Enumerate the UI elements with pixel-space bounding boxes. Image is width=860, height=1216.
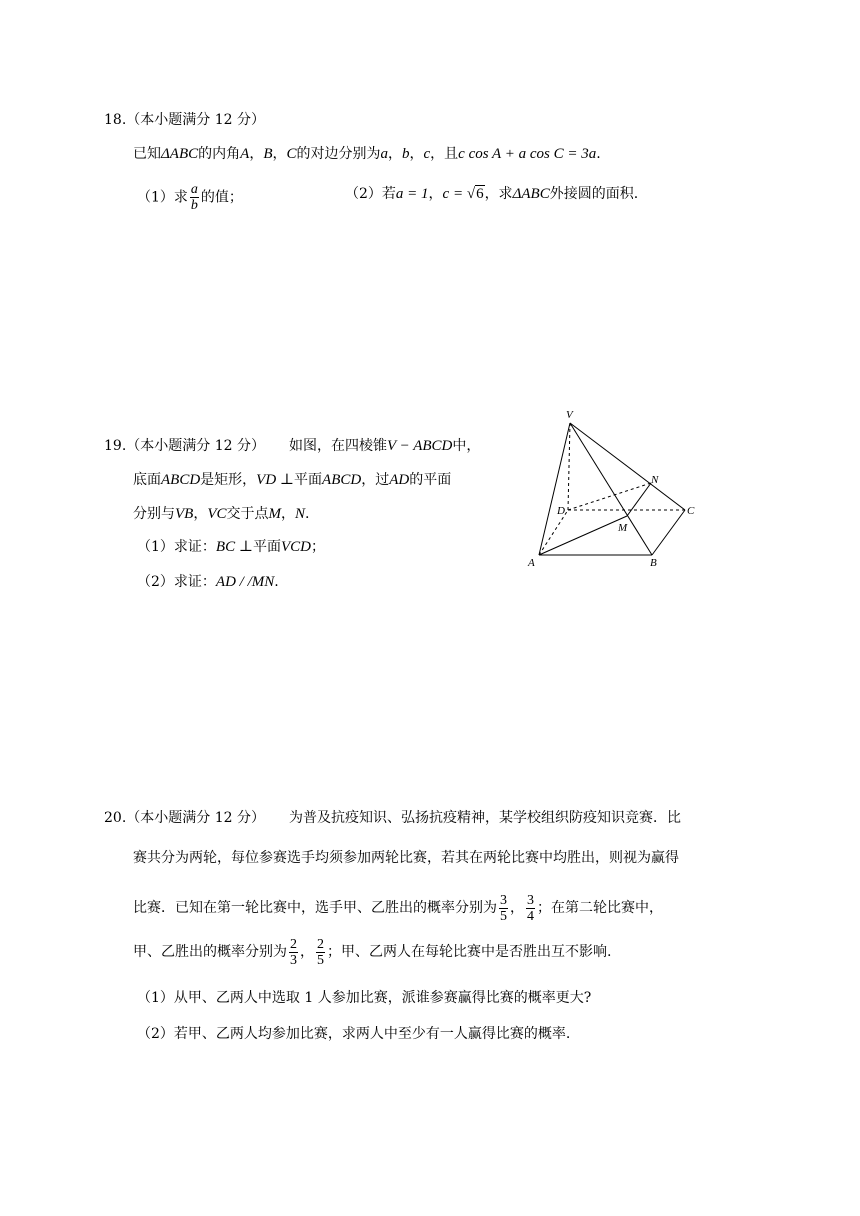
q20-fraction-2-5: $\frac{2}{5}$ xyxy=(317,936,324,968)
q18-stem-text: 的内角 xyxy=(198,146,241,162)
q20-line-3 xyxy=(133,890,663,926)
q18-part-2 xyxy=(345,184,638,204)
q20-text: 比赛．已知在第一轮比赛中，选手甲、乙胜出的概率分别为 xyxy=(133,900,497,916)
q19-text: 平面 xyxy=(252,539,281,555)
label-v: V xyxy=(566,409,573,421)
q18-stem-text: 已知 xyxy=(133,146,161,162)
q20-part-1: （1）从甲、乙两人中选取 1 人参加比赛，派谁参赛赢得比赛的概率更大? xyxy=(137,990,592,1006)
q20-line-2: 赛共分为两轮，每位参赛选手均须参加两轮比赛，若其在两轮比赛中均胜出，则视为赢得 xyxy=(133,850,679,866)
q18-heading xyxy=(104,110,265,130)
q19-text: ，过 xyxy=(361,472,390,488)
q19-intro: 如图，在四棱锥 xyxy=(288,438,387,454)
edge-bc xyxy=(652,510,685,555)
q18-part-2-mid: ，求 xyxy=(484,186,513,202)
edge-vc xyxy=(570,423,685,510)
label-c: C xyxy=(687,505,695,517)
q20-heading xyxy=(104,808,681,828)
q20-line-1: 为普及抗疫知识、弘扬抗疫精神，某学校组织防疫知识竞赛．比 xyxy=(288,810,681,826)
q20-comma: ， xyxy=(300,944,314,960)
q20-fraction-3-5: $\frac{3}{5}$ xyxy=(500,892,507,924)
label-n: N xyxy=(651,474,659,486)
q18-angle-b: B xyxy=(263,146,273,162)
edge-vb xyxy=(570,423,652,555)
q18-stem-text: ，且 xyxy=(430,146,459,162)
q18-sqrt: √6 xyxy=(466,186,484,202)
q19-text: 平面 xyxy=(294,472,323,488)
q18-comma: ， xyxy=(272,146,287,162)
q18-comma: ， xyxy=(388,146,402,162)
q18-part-1-label: （1）求 xyxy=(137,189,188,206)
q19-part-1-label: （1）求证： xyxy=(137,539,216,555)
q18-stem-text: 的对边分别为 xyxy=(296,146,381,162)
q18-part-1-tail: 的值； xyxy=(200,189,243,206)
label-a: A xyxy=(528,557,535,569)
q18-stem xyxy=(133,144,601,164)
edge-va xyxy=(539,423,570,555)
q19-text: 交于点 xyxy=(226,506,269,522)
q18-comma: ， xyxy=(249,146,264,162)
q19-point-n: N xyxy=(295,506,306,522)
q19-text: 底面 xyxy=(133,472,161,488)
q20-line-4 xyxy=(133,934,611,970)
q19-heading xyxy=(104,436,480,456)
q18-score-header: （本小题满分 12 分） xyxy=(126,112,265,128)
q20-number: 20. xyxy=(104,810,127,826)
q18-number: 18. xyxy=(104,112,127,128)
q19-line-2 xyxy=(133,470,451,490)
q18-equation: c cos A + a cos C = 3a xyxy=(458,146,597,162)
label-d: D xyxy=(557,505,565,517)
q18-side-a: a xyxy=(380,146,388,162)
q19-part-1 xyxy=(137,537,325,557)
q20-text: 甲、乙胜出的概率分别为 xyxy=(133,944,287,960)
q19-part-2-label: （2）求证： xyxy=(137,574,216,590)
q18-fraction-a-over-b: $\frac{a}{b}$ xyxy=(190,182,198,213)
q18-condition-a: a = 1 xyxy=(395,186,429,202)
q19-point-m: M xyxy=(268,506,281,522)
q19-number: 19. xyxy=(104,438,127,454)
q19-plane: ABCD xyxy=(322,472,362,488)
pyramid-figure xyxy=(520,405,710,575)
q19-text: 是矩形， xyxy=(200,472,257,488)
q20-score-header: （本小题满分 12 分） xyxy=(126,810,265,826)
q18-side-b: b xyxy=(402,146,410,162)
q19-vb: VB xyxy=(175,506,194,522)
q18-comma: ， xyxy=(428,186,443,202)
q18-angle-c: C xyxy=(286,146,297,162)
q19-text: ， xyxy=(193,506,208,522)
segment-am xyxy=(539,516,627,555)
q19-ad: AD xyxy=(389,472,410,488)
q18-side-c: c xyxy=(423,146,431,162)
q20-text: ；甲、乙两人在每轮比赛中是否胜出互不影响. xyxy=(327,944,612,960)
q20-fraction-2-3: $\frac{2}{3}$ xyxy=(290,936,297,968)
q19-intro-tail: 中， xyxy=(452,438,481,454)
q19-vc: VC xyxy=(207,506,227,522)
q20-part-2: （2）若甲、乙两人均参加比赛，求两人中至少有一人赢得比赛的概率. xyxy=(137,1026,571,1042)
q18-part-2-tail: 外接圆的面积. xyxy=(549,186,639,202)
q19-line-3 xyxy=(133,504,309,524)
q20-fraction-3-4: $\frac{3}{4}$ xyxy=(527,892,534,924)
segment-mn xyxy=(627,483,651,516)
q18-angle-a: A xyxy=(240,146,250,162)
q20-comma: ， xyxy=(510,900,524,916)
q19-text: . xyxy=(305,506,310,522)
label-b: B xyxy=(650,557,657,569)
edge-vd xyxy=(568,423,570,510)
q19-text: 的平面 xyxy=(409,472,452,488)
q18-part-1 xyxy=(137,182,243,213)
q18-triangle: ΔABC xyxy=(161,146,199,162)
q19-part-1-statement: BC ⊥ xyxy=(215,539,253,555)
q19-text: . xyxy=(274,574,279,590)
q19-text: ， xyxy=(281,506,295,522)
q19-pyramid: V − ABCD xyxy=(386,438,453,454)
q19-part-2-statement: AD / /MN xyxy=(215,574,275,590)
q18-triangle: ΔABC xyxy=(512,186,550,202)
q19-text: ； xyxy=(310,539,325,555)
q19-part-1-plane: VCD xyxy=(280,539,311,555)
q19-score-header: （本小题满分 12 分） xyxy=(126,438,265,454)
q19-text: 分别与 xyxy=(133,506,175,522)
q20-text: ；在第二轮比赛中， xyxy=(537,900,663,916)
q19-vd-perp: VD ⊥ xyxy=(256,472,295,488)
q18-period: . xyxy=(596,146,601,162)
q18-comma: ， xyxy=(409,146,424,162)
label-m: M xyxy=(618,522,628,534)
q19-part-2 xyxy=(137,572,279,592)
q18-condition-c: c = xyxy=(442,186,467,202)
q19-base: ABCD xyxy=(161,472,201,488)
q18-part-2-label: （2）若 xyxy=(345,186,396,202)
